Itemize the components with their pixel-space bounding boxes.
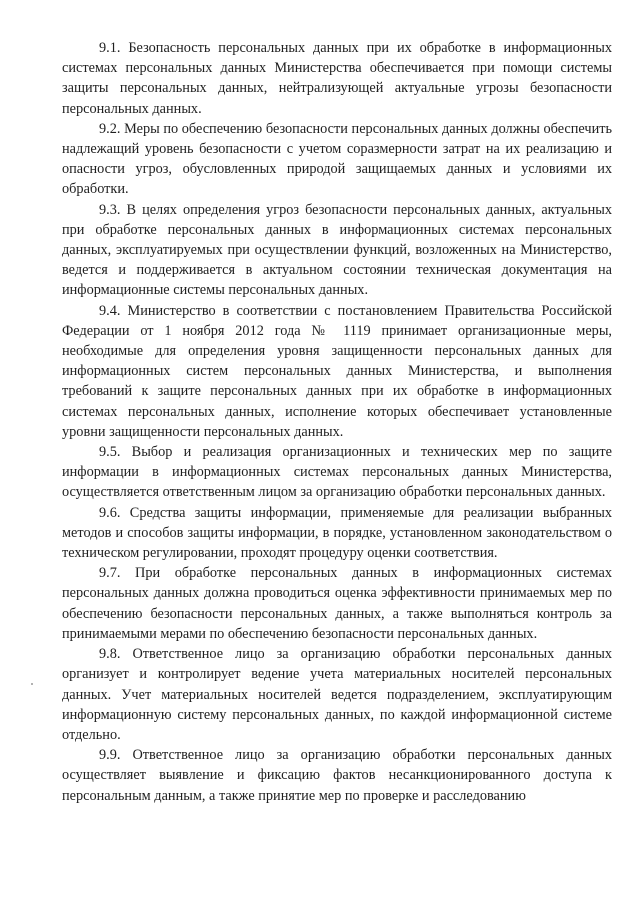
- paragraph-9-7: 9.7. При обработке персональных данных в информационных системах персональных данных должна проводиться оценка эффективности принимаемых мер по обеспечению безопасности персональных данных, а также выполняться контроль за принимаемыми мерами по обеспечению безопасности персональных данных.: [62, 565, 612, 642]
- paragraph-9-3: 9.3. В целях определения угроз безопасности персональных данных, актуальных при обработке персональных данных в информационных системах персональных данных, эксплуатируемых при осуществлении функций, возложенных на Министерство, ведется и поддерживается в актуальном состоянии техническая документация на информационные системы персональных данных.: [62, 201, 612, 299]
- paragraph-9-5: 9.5. Выбор и реализация организационных и технических мер по защите информации в информационных системах персональных данных Министерства, осуществляется ответственным лицом за организацию обработки персональных данных.: [62, 444, 612, 501]
- paragraph-9-2: 9.2. Меры по обеспечению безопасности персональных данных должны обеспечить надлежащий уровень безопасности с учетом соразмерности затрат на их реализацию и опасности угроз, обусловленных природой защищаемых данных и условиями их обработки.: [62, 120, 612, 198]
- paragraph-9-1: 9.1. Безопасность персональных данных при их обработке в информационных системах персональных данных Министерства обеспечивается при помощи системы защиты персональных данных, нейтрализующей актуальные угрозы безопасности персональных данных.: [62, 40, 612, 117]
- scan-speck: [31, 683, 33, 685]
- paragraph-9-6: 9.6. Средства защиты информации, применяемые для реализации выбранных методов и способов защиты информации, в порядке, установленном законодательством о техническом регулировании, проходят процедуру оценки соответствия.: [62, 504, 612, 562]
- paragraph-9-4: 9.4. Министерство в соответствии с постановлением Правительства Российской Федерации от 1 ноября 2012 года № 1119 принимает организационные меры, необходимые для определения уровня защищенности персональных данных для информационных систем персональных данных Министерства, и выполнения требований к защите персональных данных при их обработке в информационных системах персональных данных, исполнение которых обеспечивает установленные уровни защищенности персональных данных.: [62, 302, 612, 440]
- paragraph-9-8: 9.8. Ответственное лицо за организацию обработки персональных данных организует и контролирует ведение учета материальных носителей персональных данных. Учет материальных носителей ведется подразделением, эксплуатирующим информационную систему персональных данных, по каждой информационной системе отдельно.: [62, 646, 612, 743]
- paragraph-9-9: 9.9. Ответственное лицо за организацию обработки персональных данных осуществляет выявление и фиксацию фактов несанкционированного доступа к персональным данным, а также принятие мер по проверке и расследованию: [62, 747, 612, 804]
- document-body: [62, 38, 612, 806]
